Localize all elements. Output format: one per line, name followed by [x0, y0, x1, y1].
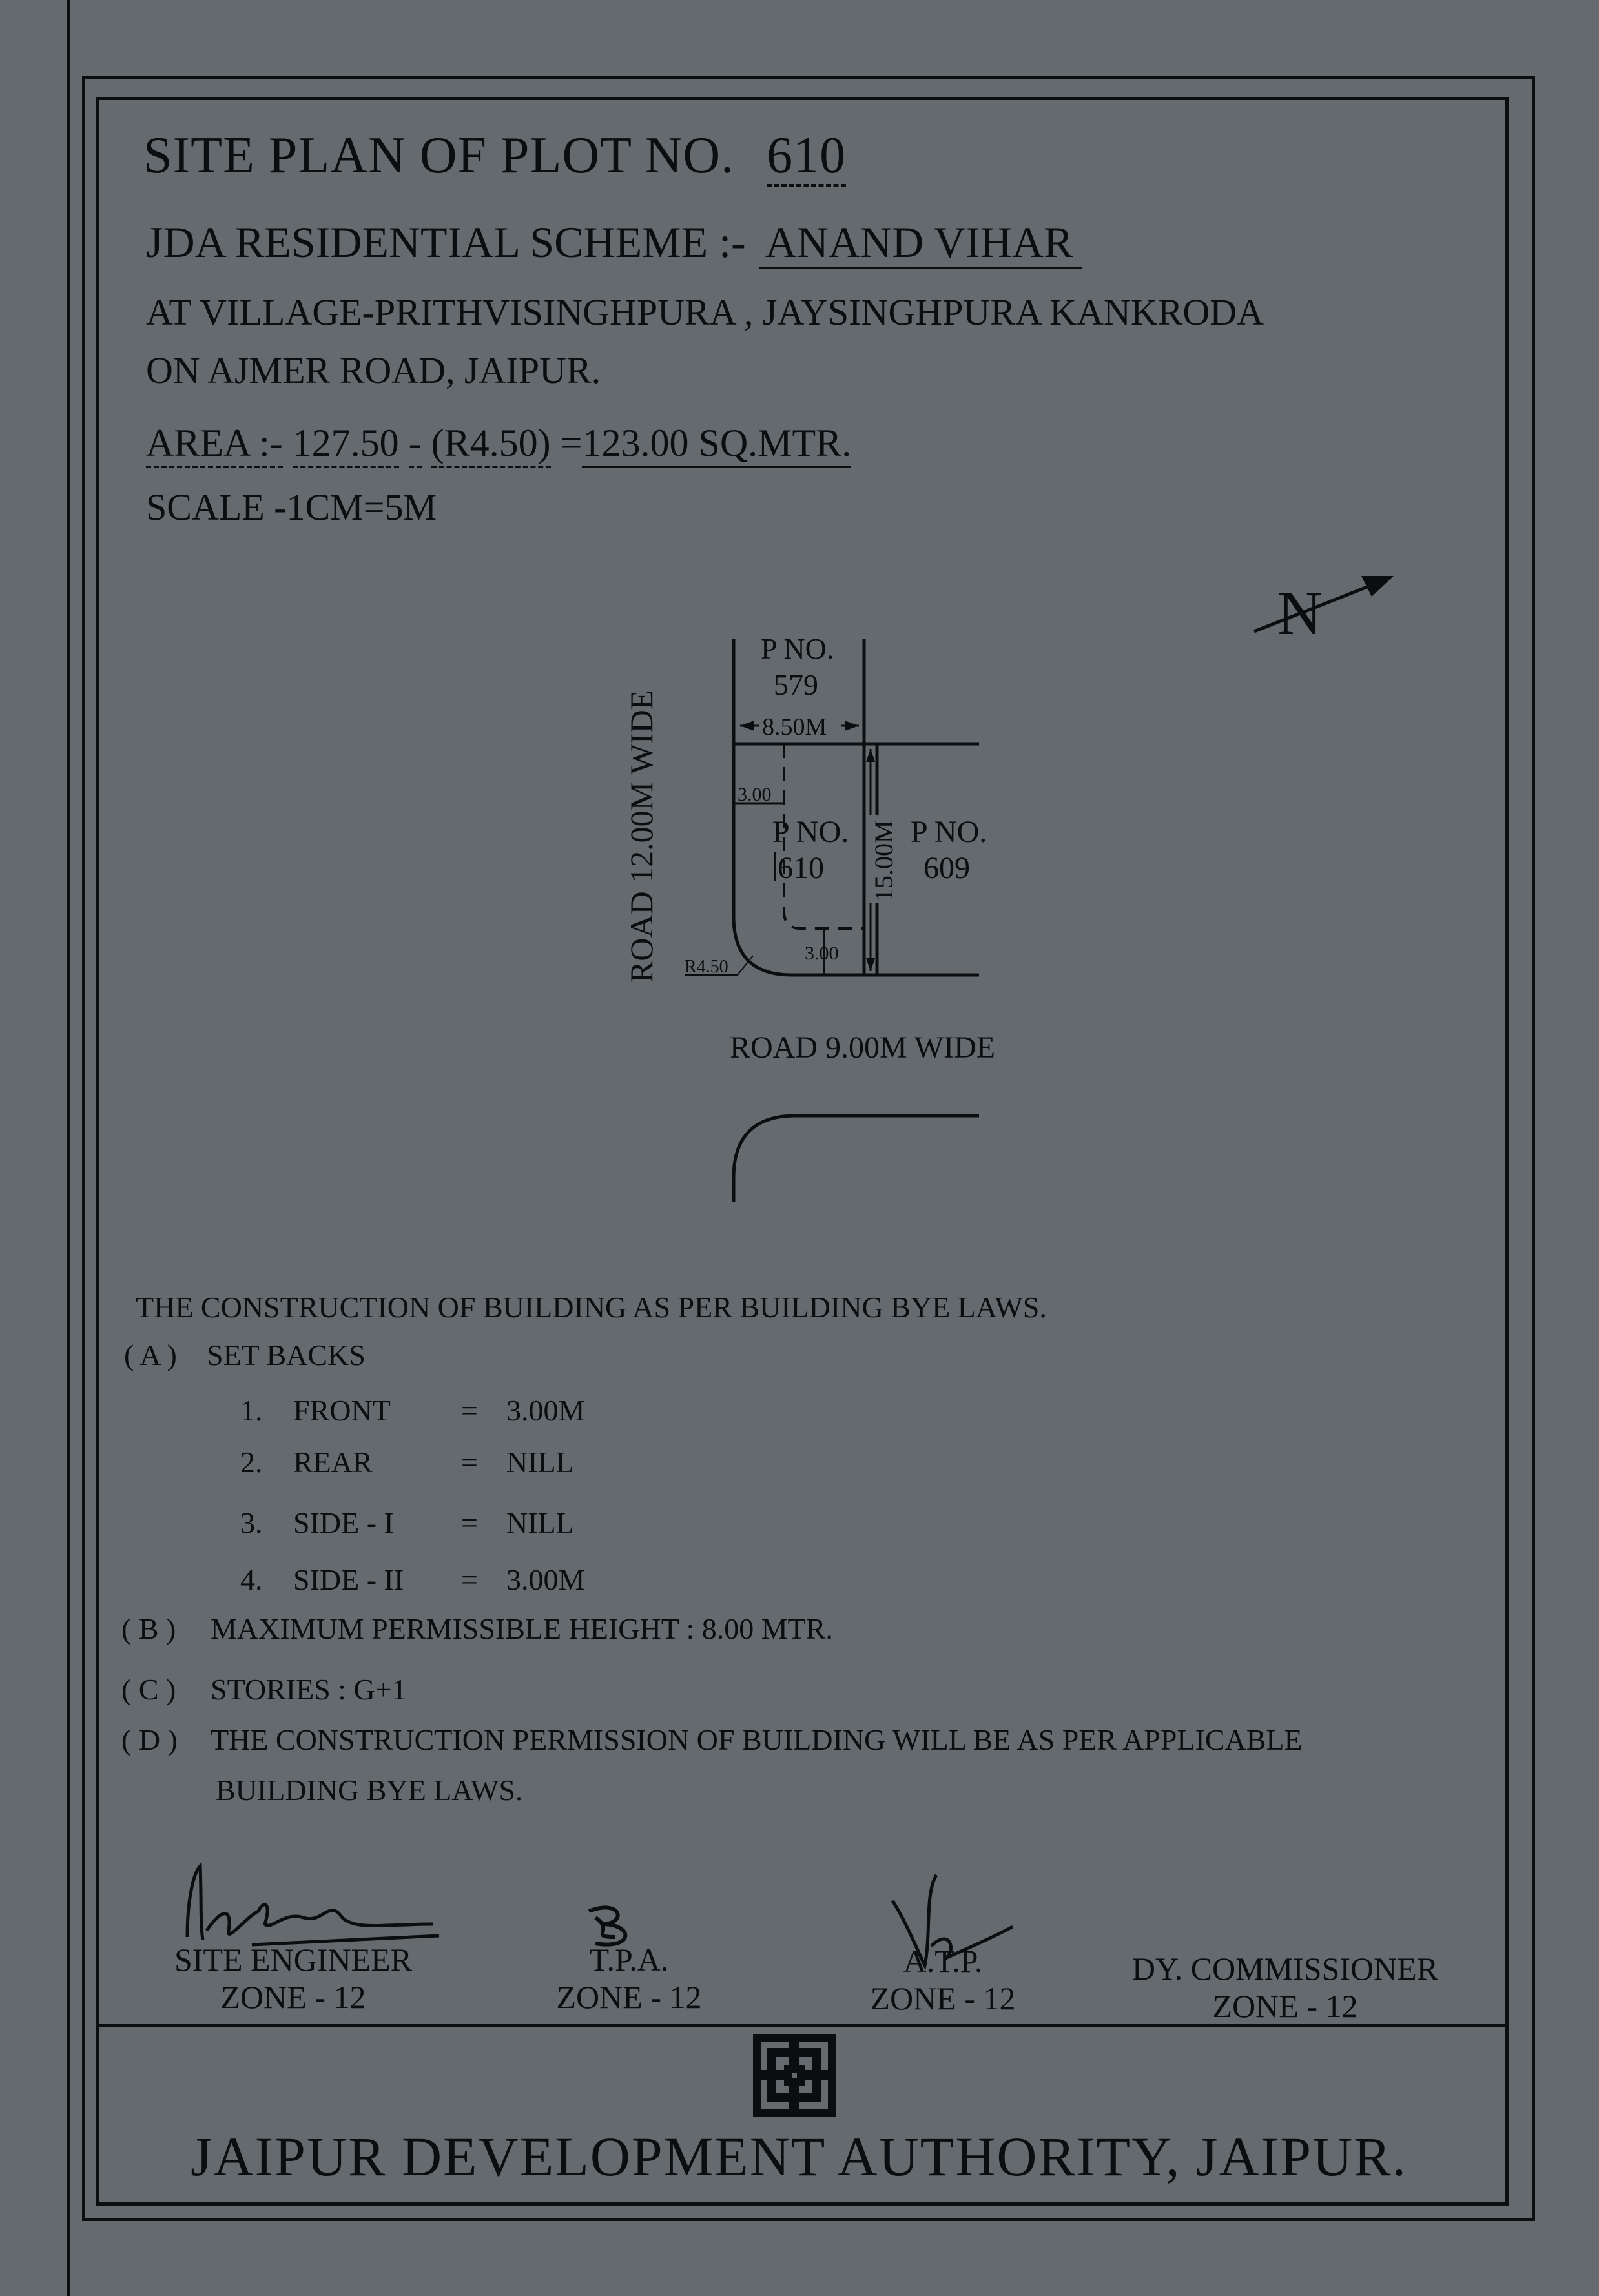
setback-value: 3.00M — [506, 1563, 585, 1596]
area-cut: (R4.50) — [431, 422, 551, 468]
area-net: 123.00 SQ.MTR. — [582, 422, 851, 468]
setback-num: 2. — [240, 1446, 263, 1479]
arrow-left-icon — [740, 721, 754, 731]
signatory-tpa — [532, 1941, 726, 2016]
setback-row — [240, 1563, 584, 1597]
road-south-label: ROAD 9.00M WIDE — [730, 1030, 996, 1065]
signatory-title: DY. COMMISSIONER — [1131, 1951, 1439, 1987]
north-arrow-icon — [1254, 576, 1394, 648]
setback-num: 4. — [240, 1563, 263, 1596]
authority-name: JAIPUR DEVELOPMENT AUTHORITY, JAIPUR. — [190, 2126, 1408, 2188]
signatory-site-engineer — [158, 1941, 429, 2016]
radius-label: R4.50 — [685, 957, 728, 977]
road-west-label: ROAD 12.00M WIDE — [623, 690, 659, 983]
setbacks-label: SET BACKS — [207, 1338, 366, 1371]
setback-row — [240, 1506, 574, 1540]
condition-tag: ( C ) — [121, 1673, 176, 1706]
setbacks-heading — [124, 1338, 366, 1372]
signatory-zone: ZONE - 12 — [220, 1979, 366, 2015]
signatory-zone: ZONE - 12 — [1212, 1988, 1358, 2024]
signatory-title: A.T.P. — [903, 1943, 983, 1979]
condition-d-continued: BUILDING BYE LAWS. — [216, 1774, 523, 1807]
signatory-zone: ZONE - 12 — [870, 1980, 1016, 2016]
signatory-title: T.P.A. — [589, 1942, 669, 1978]
setback-eq: = — [461, 1563, 478, 1596]
setback-name: SIDE - I — [293, 1506, 394, 1539]
jda-emblem-icon — [752, 2033, 837, 2118]
frontage-label: 8.50M — [762, 713, 827, 741]
setback-row — [240, 1393, 584, 1428]
area-gross: 127.50 — [293, 422, 399, 468]
scheme-prefix: JDA RESIDENTIAL SCHEME :- — [146, 218, 746, 267]
setbacks-tag: ( A ) — [124, 1338, 177, 1371]
setback-eq: = — [461, 1394, 478, 1427]
setback-value: NILL — [506, 1506, 574, 1539]
depth-label: 15.00M — [869, 820, 898, 901]
side-setback-label: 3.00 — [738, 784, 772, 805]
title-prefix: SITE PLAN OF PLOT NO. — [143, 127, 735, 184]
condition-text: MAXIMUM PERMISSIBLE HEIGHT : 8.00 MTR. — [211, 1612, 833, 1645]
condition-text: THE CONSTRUCTION PERMISSION OF BUILDING WILL BE AS PER APPLICABLE — [211, 1723, 1303, 1756]
conditions-intro: THE CONSTRUCTION OF BUILDING AS PER BUILDING BYE LAWS. — [136, 1291, 1047, 1324]
scheme-name: ANAND VIHAR — [759, 220, 1082, 269]
area-line: AREA :- 127.50 - (R4.50) =123.00 SQ.MTR. — [146, 421, 851, 466]
signatory-title: SITE ENGINEER — [174, 1942, 412, 1978]
plot-579-label-1: P NO. — [761, 632, 834, 665]
plot-610-label-1: P NO. — [772, 815, 849, 849]
front-setback-label: 3.00 — [805, 943, 839, 964]
condition-tag: ( D ) — [121, 1723, 178, 1756]
north-label: N — [1277, 579, 1323, 648]
arrow-down-icon — [866, 958, 875, 971]
signatory-dy-commissioner — [1104, 1950, 1466, 2025]
location-line-1: AT VILLAGE-PRITHVISINGHPURA , JAYSINGHPURA KANKRODA — [146, 291, 1264, 333]
setback-row — [240, 1445, 574, 1479]
opposite-corner-outline — [734, 1116, 979, 1202]
signatory-atp — [846, 1942, 1040, 2017]
plot-609-label-1: P NO. — [911, 815, 987, 849]
area-prefix: AREA :- — [146, 422, 283, 468]
setback-num: 3. — [240, 1506, 263, 1539]
location-line-2: ON AJMER ROAD, JAIPUR. — [146, 349, 601, 391]
arrow-right-icon — [845, 721, 859, 731]
area-equals: = — [560, 422, 583, 464]
setback-eq: = — [461, 1446, 478, 1479]
setback-name: FRONT — [293, 1394, 391, 1427]
scale-line: SCALE -1CM=5M — [146, 486, 437, 528]
plot-610-label-2: 610 — [778, 851, 824, 885]
setback-num: 1. — [240, 1394, 263, 1427]
condition-tag: ( B ) — [121, 1612, 176, 1645]
condition-d — [121, 1723, 1303, 1757]
condition-b — [121, 1612, 833, 1646]
setback-eq: = — [461, 1506, 478, 1539]
signatory-zone: ZONE - 12 — [556, 1979, 702, 2015]
plot-579-label-2: 579 — [774, 668, 818, 701]
plot-number: 610 — [767, 130, 846, 187]
condition-text: STORIES : G+1 — [211, 1673, 407, 1706]
setback-name: SIDE - II — [293, 1563, 404, 1596]
condition-c — [121, 1672, 407, 1707]
arrow-up-icon — [866, 749, 875, 762]
setback-value: 3.00M — [506, 1394, 585, 1427]
setback-name: REAR — [293, 1446, 373, 1479]
plot-609-label-2: 609 — [923, 851, 970, 885]
setback-value: NILL — [506, 1446, 574, 1479]
